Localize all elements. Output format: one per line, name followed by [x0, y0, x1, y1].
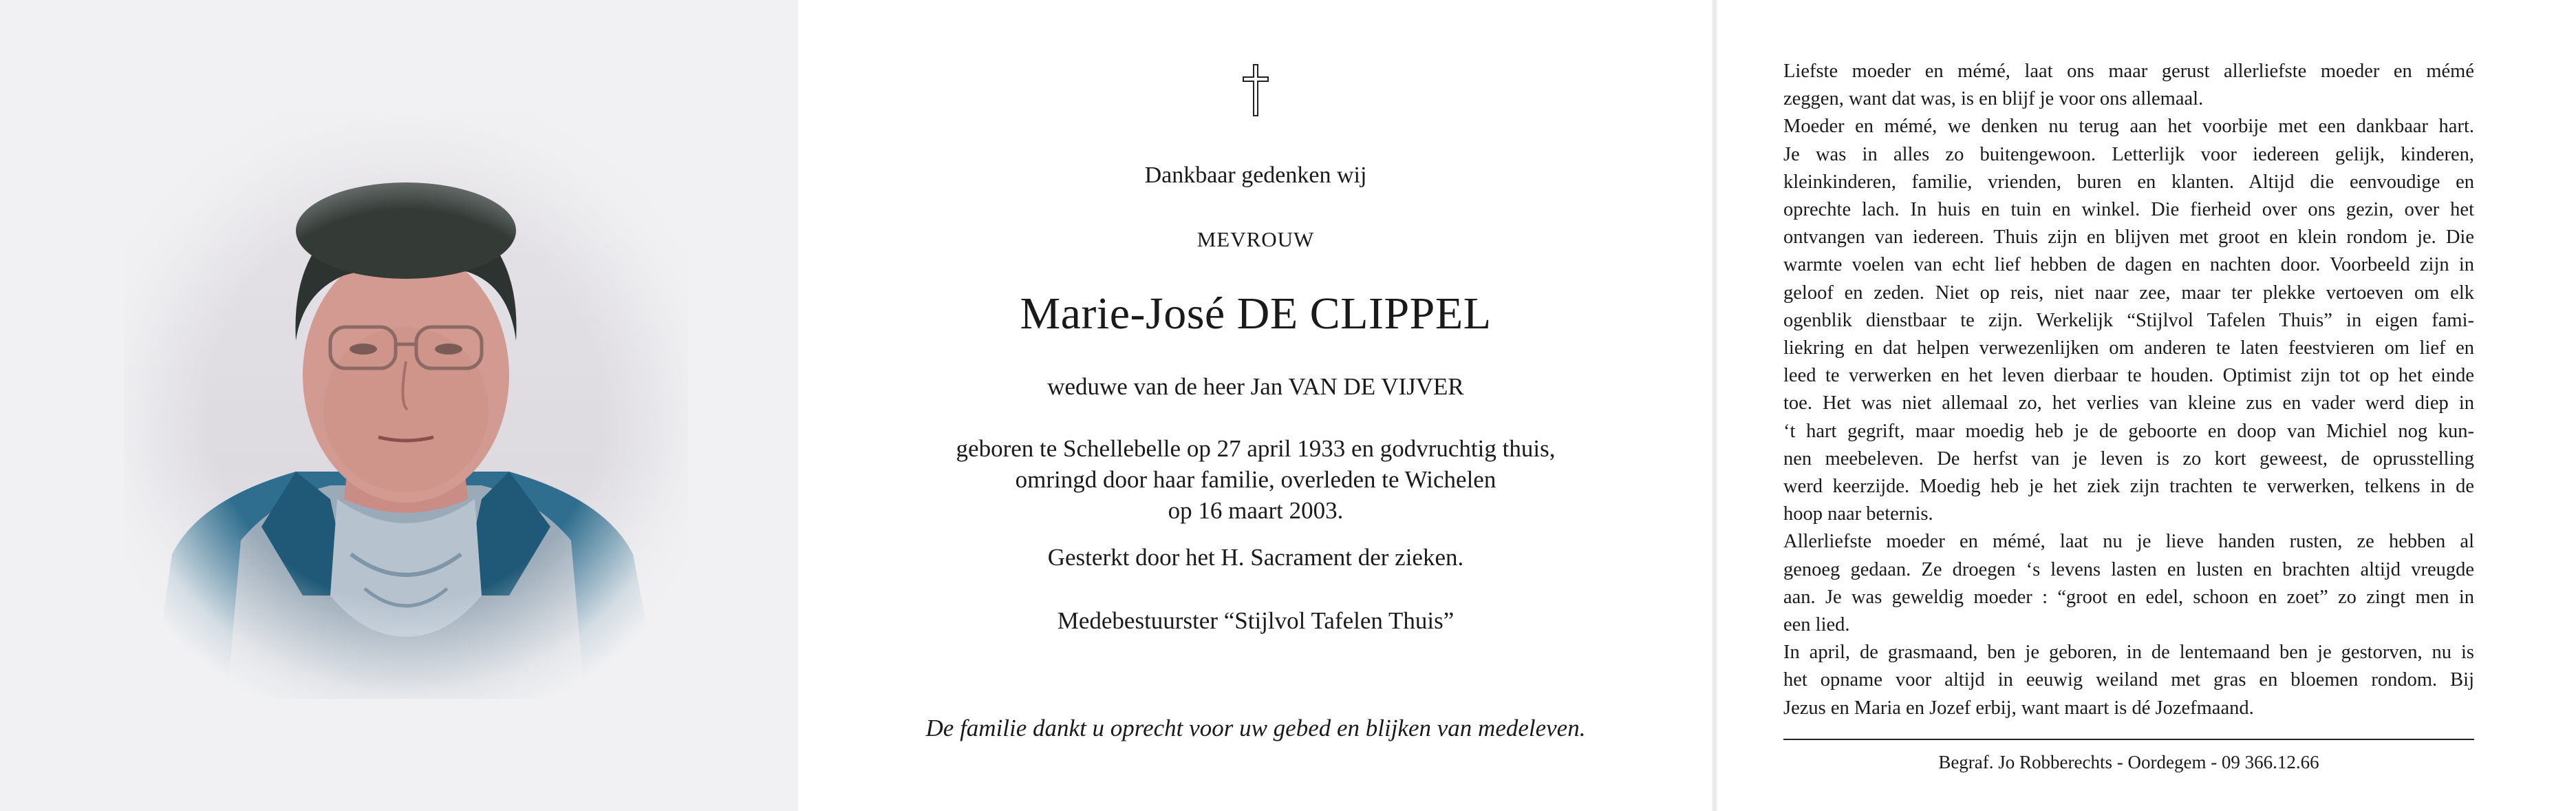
birth-death-line: geboren te Schellebelle op 27 april 1933 en godvruchtig thuis, — [956, 435, 1556, 462]
poem-line: hoop naar beternis. — [1783, 503, 1933, 525]
portrait-photo — [124, 114, 688, 699]
poem-line: ‘t hart gegrift, maar moedig heb je de geboorte en doop van Michiel nog kun- — [1783, 420, 2474, 442]
poem-line: warmte voelen van echt lief hebben de dagen en nachten door. Voorbeeld zijn in — [1783, 254, 2474, 276]
poem-line: toe. Het was niet allemaal zo, het verlies van kleine zus en vader werd diep in — [1783, 392, 2474, 414]
poem-line: zeggen, want dat was, is en blijf je voor ons allemaal. — [1783, 88, 2204, 110]
birth-death-line: omringd door haar familie, overleden te Wichelen — [1015, 466, 1496, 493]
poem-line: Allerliefste moeder en mémé, laat nu je lieve handen rusten, ze hebben al — [1783, 531, 2474, 553]
intro-line: Dankbaar gedenken wij — [1144, 162, 1367, 188]
poem-text — [1783, 58, 2474, 722]
poem-panel — [1717, 0, 2576, 811]
poem-line: Liefste moeder en mémé, laat ons maar gerust allerliefste moeder en mémé — [1783, 61, 2474, 82]
poem-line: aan. Je was geweldig moeder : “groot en edel, schoon en zoet” zo zingt men in — [1783, 586, 2474, 608]
role-line: Medebestuurster “Stijlvol Tafelen Thuis” — [1057, 607, 1455, 634]
deceased-name: Marie-José DE CLIPPEL — [1020, 288, 1492, 339]
poem-line: oprechte lach. In huis en tuin en winkel. Die fierheid over ons gezin, over het — [1783, 199, 2474, 221]
birth-death-line: op 16 maart 2003. — [1168, 497, 1344, 524]
cross-icon — [1242, 63, 1269, 117]
family-thanks: De familie dankt u oprecht voor uw gebed en blijken van medeleven. — [925, 715, 1586, 741]
poem-line: Jezus en Maria en Jozef erbij, want maart is dé Jozefmaand. — [1783, 697, 2254, 719]
poem-line: geloof en zeden. Niet op reis, niet naar zee, maar ter plekke vertoeven om elk — [1783, 282, 2474, 304]
poem-line: genoeg gedaan. Ze droegen ‘s levens lasten en lusten en brachten altijd vreugde — [1783, 558, 2474, 580]
honorific: MEVROUW — [1196, 227, 1315, 251]
poem-line: nen meebeleven. De herfst van je leven is zo kort geweest, de oprusstelling — [1783, 447, 2474, 470]
poem-line: het opname voor altijd in eeuwig weiland met gras en bloemen rondom. Bij — [1783, 669, 2474, 691]
undertaker-credit: Begraf. Jo Robberechts - Oordegem - 09 366.12.66 — [1938, 752, 2319, 772]
poem-line: werd keerzijde. Moedig heb je het ziek zijn trachten te verwerken, telkens in de — [1783, 476, 2474, 498]
poem-line: liekring en dat helpen verwezenlijken om anderen te laten feestvieren om lief en — [1783, 337, 2474, 359]
poem-line: kleinkinderen, familie, vrienden, buren en klanten. Altijd die eenvoudige en — [1783, 171, 2474, 193]
fold-divider — [1712, 0, 1717, 811]
poem-line: Je was in alles zo buitengewoon. Letterlijk voor iedereen gelijk, kinderen, — [1783, 143, 2474, 165]
poem-line: ogenblik dienstbaar te zijn. Werkelijk “Stijlvol Tafelen Thuis” in eigen fami- — [1783, 309, 2474, 331]
poem-line: In april, de grasmaand, ben je geboren, in de lentemaand ben je gestorven, nu is — [1783, 642, 2474, 664]
poem-line: een lied. — [1783, 614, 1850, 636]
poem-line: ontvangen van iedereen. Thuis zijn en blijven met groot en klein rondom je. Die — [1783, 227, 2474, 249]
divider-rule — [1783, 739, 2474, 740]
widow-line: weduwe van de heer Jan VAN DE VIJVER — [1047, 373, 1464, 400]
poem-line: leed te verwerken en het leven dierbaar te houden. Optimist zijn tot op het einde — [1783, 365, 2474, 387]
sacrament-line: Gesterkt door het H. Sacrament der zieken. — [1047, 544, 1464, 571]
memorial-text-panel — [798, 0, 1713, 811]
poem-line: Moeder en mémé, we denken nu terug aan het voorbije met een dankbaar hart. — [1783, 116, 2474, 138]
photo-panel — [0, 0, 798, 811]
